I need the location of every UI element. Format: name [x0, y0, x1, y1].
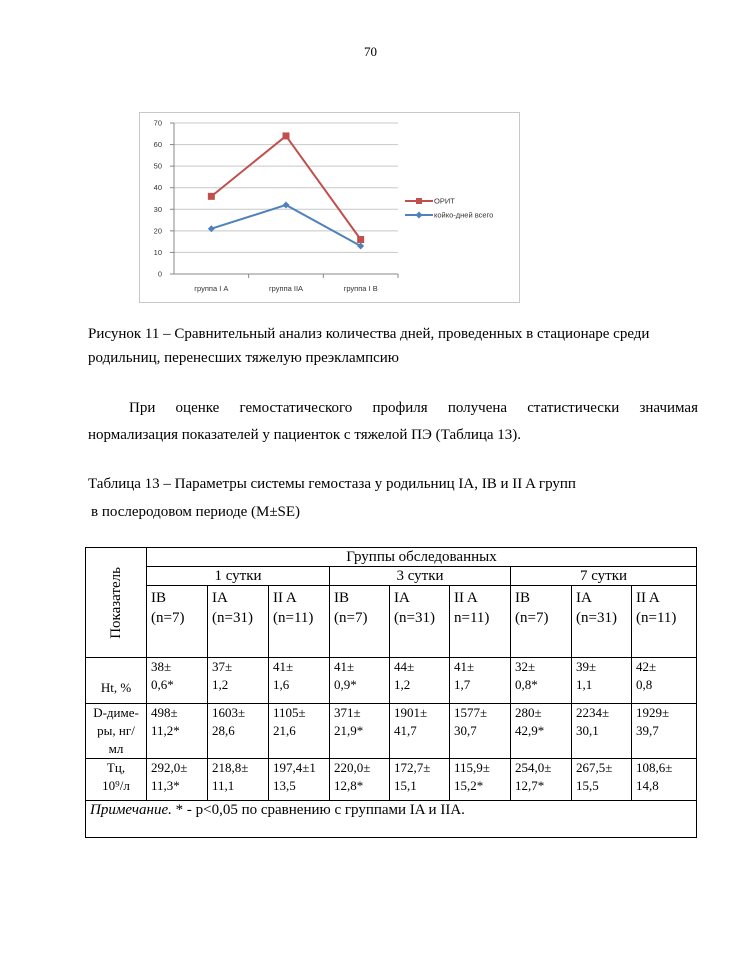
legend-label: ОРИТ — [434, 196, 455, 206]
subgroup-n: (n=31) — [212, 610, 253, 626]
table-cell — [572, 658, 632, 704]
cell-line: 44± — [394, 659, 415, 674]
row-label-line: Ht, % — [100, 680, 132, 695]
table-row — [86, 658, 697, 704]
cell-line: 39,7 — [636, 723, 659, 738]
subgroup-header — [208, 586, 269, 658]
subgroup-name: IB — [334, 590, 349, 606]
cell-line: 14,8 — [636, 778, 659, 793]
table-row — [86, 704, 697, 759]
table-cell — [147, 704, 208, 759]
paragraph-line-1: При оценке гемостатического профиля получена статистически значимая — [129, 400, 698, 416]
cell-line: 1577± — [454, 705, 488, 720]
subgroup-header — [632, 586, 697, 658]
x-tick-label: группа I В — [343, 284, 378, 293]
table-cell — [390, 658, 450, 704]
cell-line: 41,7 — [394, 723, 417, 738]
subgroup-n: (n=31) — [394, 610, 435, 626]
subgroup-header — [269, 586, 330, 658]
cell-line: 0,8 — [636, 677, 653, 692]
table-caption — [88, 470, 708, 526]
row-label — [86, 704, 147, 759]
y-tick-label: 0 — [157, 269, 162, 279]
cell-line: 280± — [515, 705, 542, 720]
cell-line: 12,8* — [334, 778, 364, 793]
subgroup-header — [511, 586, 572, 658]
table-cell — [147, 759, 208, 801]
cell-line: 1901± — [394, 705, 428, 720]
row-label-line: ры, нг/мл — [97, 723, 135, 756]
cell-line: 1603± — [212, 705, 246, 720]
cell-line: 39± — [576, 659, 597, 674]
cell-line: 15,5 — [576, 778, 599, 793]
cell-line: 11,2* — [151, 723, 180, 738]
cell-line: 42,9* — [515, 723, 545, 738]
table-cell — [208, 759, 269, 801]
note-label: Примечание. — [90, 802, 172, 818]
subgroup-name: IB — [515, 590, 530, 606]
y-tick-label: 60 — [153, 140, 162, 150]
cell-line: 41± — [273, 659, 294, 674]
cell-line: 0,8* — [515, 677, 538, 692]
chart-svg — [140, 113, 519, 302]
cell-line: 108,6± — [636, 760, 673, 775]
table-cell — [390, 759, 450, 801]
table-cell — [511, 704, 572, 759]
subgroup-n: (n=7) — [334, 610, 368, 626]
y-tick-label: 50 — [153, 161, 162, 171]
figure-caption: Рисунок 11 – Сравнительный анализ количества дней, проведенных в стационаре среди родильниц, перенесших тяжелую преэклампсию — [88, 326, 650, 366]
row-label-line: 10⁹/л — [102, 778, 130, 793]
page-number: 70 — [364, 44, 377, 59]
cell-line: 37± — [212, 659, 233, 674]
subgroup-header — [390, 586, 450, 658]
subgroup-name: IA — [576, 590, 592, 606]
cell-line: 1105± — [273, 705, 306, 720]
subgroup-n: (n=7) — [515, 610, 549, 626]
legend-label: койко-дней всего — [434, 210, 494, 220]
table-cell — [450, 704, 511, 759]
indicator-header: Показатель — [108, 566, 124, 639]
table-cell — [511, 658, 572, 704]
cell-line: 30,1 — [576, 723, 599, 738]
data-point-square — [208, 193, 215, 200]
cell-line: 13,5 — [273, 778, 296, 793]
cell-line: 220,0± — [334, 760, 371, 775]
table-cell — [330, 759, 390, 801]
cell-line: 218,8± — [212, 760, 249, 775]
subgroup-n: (n=11) — [273, 610, 314, 626]
table-cell — [269, 759, 330, 801]
subgroup-name: IA — [212, 590, 228, 606]
cell-line: 11,3* — [151, 778, 180, 793]
row-label — [86, 759, 147, 801]
cell-line: 32± — [515, 659, 536, 674]
subgroup-n: (n=11) — [636, 610, 677, 626]
subgroup-n: (n=31) — [576, 610, 617, 626]
y-tick-label: 70 — [153, 118, 162, 128]
cell-line: 15,1 — [394, 778, 417, 793]
cell-line: 42± — [636, 659, 657, 674]
data-point-square — [283, 132, 290, 139]
subgroup-n: n=11) — [454, 610, 490, 626]
cell-line: 28,6 — [212, 723, 235, 738]
cell-line: 172,7± — [394, 760, 431, 775]
cell-line: 197,4±1 — [273, 760, 316, 775]
table-cell — [572, 704, 632, 759]
table-cell — [572, 759, 632, 801]
table-cell — [511, 759, 572, 801]
cell-line: 371± — [334, 705, 361, 720]
y-tick-label: 20 — [153, 226, 162, 236]
cell-line: 1,2 — [212, 677, 229, 692]
subgroup-name: II A — [636, 590, 660, 606]
table-cell — [147, 658, 208, 704]
table-cell — [330, 704, 390, 759]
cell-line: 12,7* — [515, 778, 545, 793]
table-cell — [269, 658, 330, 704]
cell-line: 1,7 — [454, 677, 471, 692]
legend-marker-square — [416, 198, 422, 204]
table-cell — [632, 704, 697, 759]
subgroup-header — [572, 586, 632, 658]
groups-header: Группы обследованных — [147, 548, 697, 567]
line-chart — [139, 112, 520, 303]
cell-line: 498± — [151, 705, 178, 720]
subgroup-name: II A — [454, 590, 478, 606]
note-text: * - p<0,05 по сравнению с группами IA и IIA. — [171, 802, 465, 818]
cell-line: 30,7 — [454, 723, 477, 738]
table-cell — [208, 658, 269, 704]
cell-line: 0,9* — [334, 677, 357, 692]
table-caption-line-1: Таблица 13 – Параметры системы гемостаза у родильниц IA, IB и II A групп — [88, 476, 576, 492]
subgroup-n: (n=7) — [151, 610, 185, 626]
cell-line: 1929± — [636, 705, 670, 720]
y-tick-label: 40 — [153, 183, 162, 193]
data-point-square — [357, 236, 364, 243]
subgroup-name: IA — [394, 590, 410, 606]
table-cell — [269, 704, 330, 759]
row-label-line: Тц, — [106, 760, 126, 775]
table-cell — [632, 759, 697, 801]
subgroup-header — [147, 586, 208, 658]
cell-line: 1,2 — [394, 677, 411, 692]
hemostasis-table — [85, 547, 697, 838]
subgroup-header — [330, 586, 390, 658]
subgroup-name: II A — [273, 590, 297, 606]
x-tick-label: группа IIА — [268, 284, 304, 293]
paragraph-line-2: нормализация показателей у пациенток с тяжелой ПЭ (Таблица 13). — [88, 427, 522, 443]
cell-line: 41± — [334, 659, 355, 674]
cell-line: 21,9* — [334, 723, 364, 738]
table-caption-line-2: в послеродовом периоде (M±SE) — [91, 504, 301, 520]
table-cell — [208, 704, 269, 759]
table-cell — [450, 759, 511, 801]
y-tick-label: 10 — [153, 247, 162, 257]
cell-line: 292,0± — [151, 760, 188, 775]
table-row — [86, 759, 697, 801]
period-1-header: 1 сутки — [147, 567, 330, 586]
cell-line: 115,9± — [454, 760, 490, 775]
table-cell — [632, 658, 697, 704]
cell-line: 21,6 — [273, 723, 296, 738]
row-label-line: D-диме- — [93, 705, 139, 720]
period-3-header: 3 сутки — [330, 567, 511, 586]
legend-marker-diamond — [416, 212, 423, 219]
cell-line: 15,2* — [454, 778, 484, 793]
row-label — [86, 658, 147, 704]
subgroup-header — [450, 586, 511, 658]
subgroup-name: IB — [151, 590, 166, 606]
cell-line: 0,6* — [151, 677, 174, 692]
cell-line: 11,1 — [212, 778, 235, 793]
cell-line: 41± — [454, 659, 475, 674]
cell-line: 2234± — [576, 705, 610, 720]
table-note — [86, 801, 697, 838]
period-7-header: 7 сутки — [511, 567, 697, 586]
cell-line: 1,6 — [273, 677, 290, 692]
cell-line: 38± — [151, 659, 172, 674]
table-cell — [450, 658, 511, 704]
indicator-header-cell — [86, 548, 147, 658]
series-line — [211, 205, 360, 246]
table-cell — [330, 658, 390, 704]
cell-line: 267,5± — [576, 760, 613, 775]
table-cell — [390, 704, 450, 759]
body-paragraph — [88, 395, 698, 449]
cell-line: 1,1 — [576, 677, 593, 692]
y-tick-label: 30 — [153, 204, 162, 214]
x-tick-label: группа I А — [194, 284, 229, 293]
cell-line: 254,0± — [515, 760, 552, 775]
